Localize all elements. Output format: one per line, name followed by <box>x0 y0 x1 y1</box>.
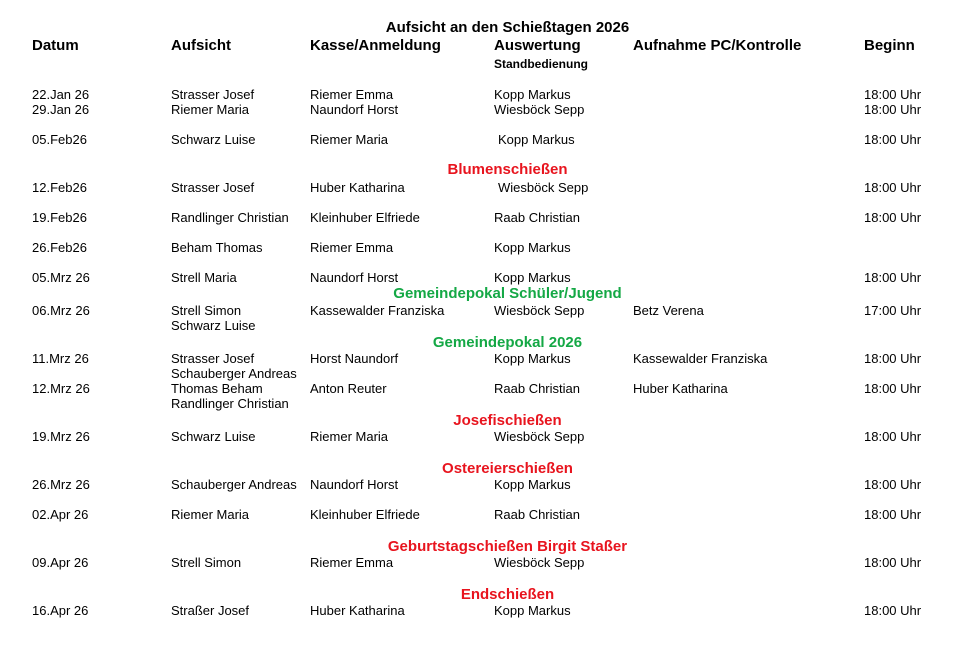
cell-datum: 12.Mrz 26 <box>32 381 90 396</box>
cell-beginn: 18:00 Uhr <box>864 555 922 570</box>
cell-aufsicht: Schauberger Andreas <box>171 477 297 492</box>
cell-datum: 22.Jan 26 <box>32 87 90 102</box>
cell-kasse: Huber Katharina <box>310 180 405 195</box>
cell-aufsicht: Strell Maria <box>171 270 237 285</box>
cell-beginn: 18:00 Uhr <box>864 429 922 444</box>
cell-beginn: 18:00 Uhr <box>864 210 922 225</box>
cell-datum: 11.Mrz 26 <box>32 351 89 366</box>
cell-aufsicht: Thomas Beham <box>171 381 263 396</box>
cell-beginn: 18:00 Uhr <box>864 132 922 147</box>
cell-auswertung: Wiesböck Sepp <box>494 102 585 117</box>
cell-auswertung: Kopp Markus <box>494 477 571 492</box>
cell-aufsicht: Randlinger Christian <box>171 210 289 225</box>
cell-datum: 06.Mrz 26 <box>32 303 90 318</box>
header-datum: Datum <box>32 37 79 54</box>
cell-auswertung: Kopp Markus <box>494 351 571 366</box>
cell-kasse: Riemer Maria <box>310 429 389 444</box>
cell-datum: 05.Feb26 <box>32 132 87 147</box>
header-kasse: Kasse/Anmeldung <box>310 37 441 54</box>
event-heading: Gemeindepokal 2026 <box>432 334 583 351</box>
cell-kasse: Kleinhuber Elfriede <box>310 507 420 522</box>
event-heading: Ostereierschießen <box>442 460 573 477</box>
cell-datum: 09.Apr 26 <box>32 555 89 570</box>
cell-auswertung: Raab Christian <box>494 210 580 225</box>
cell-beginn: 18:00 Uhr <box>864 351 922 366</box>
cell-auswertung: Kopp Markus <box>494 603 571 618</box>
cell-beginn: 18:00 Uhr <box>864 477 922 492</box>
cell-auswertung: Wiesböck Sepp <box>498 180 589 195</box>
cell-beginn: 18:00 Uhr <box>864 381 922 396</box>
event-heading: Gemeindepokal Schüler/Jugend <box>393 285 622 302</box>
cell-kasse: Naundorf Horst <box>310 270 399 285</box>
cell-beginn: 17:00 Uhr <box>864 303 922 318</box>
cell-kasse: Huber Katharina <box>310 603 405 618</box>
event-heading: Endschießen <box>460 586 555 603</box>
cell-auswertung: Wiesböck Sepp <box>494 555 585 570</box>
cell-aufsicht: Riemer Maria <box>171 507 250 522</box>
cell-kasse: Riemer Maria <box>310 132 389 147</box>
cell-aufsicht: Strell Simon <box>171 555 242 570</box>
cell-auswertung: Kopp Markus <box>494 87 571 102</box>
cell-auswertung: Kopp Markus <box>494 240 571 255</box>
cell-datum: 19.Feb26 <box>32 210 87 225</box>
event-heading: Josefischießen <box>453 412 562 429</box>
page-title: Aufsicht an den Schießtagen 2026 <box>385 19 630 36</box>
cell-aufnahme: Huber Katharina <box>633 381 728 396</box>
cell-aufsicht: Schwarz Luise <box>171 132 256 147</box>
cell-auswertung: Kopp Markus <box>498 132 575 147</box>
cell-beginn: 18:00 Uhr <box>864 87 922 102</box>
cell-auswertung: Wiesböck Sepp <box>494 303 585 318</box>
header-aufsicht: Aufsicht <box>171 37 231 54</box>
cell-datum: 26.Mrz 26 <box>32 477 90 492</box>
cell-aufsicht: Beham Thomas <box>171 240 263 255</box>
cell-beginn: 18:00 Uhr <box>864 102 922 117</box>
header-auswertung-sub: Standbedienung <box>494 57 588 71</box>
event-heading: Geburtstagschießen Birgit Staßer <box>387 538 628 555</box>
cell-aufnahme: Betz Verena <box>633 303 704 318</box>
cell-aufsicht-second: Randlinger Christian <box>171 396 289 411</box>
header-aufnahme: Aufnahme PC/Kontrolle <box>633 37 802 54</box>
cell-kasse: Riemer Emma <box>310 87 394 102</box>
cell-aufsicht-second: Schwarz Luise <box>171 318 256 333</box>
cell-datum: 05.Mrz 26 <box>32 270 90 285</box>
cell-kasse: Horst Naundorf <box>310 351 399 366</box>
cell-aufsicht: Riemer Maria <box>171 102 250 117</box>
cell-aufsicht: Strasser Josef <box>171 351 255 366</box>
cell-kasse: Kleinhuber Elfriede <box>310 210 420 225</box>
cell-kasse: Naundorf Horst <box>310 102 399 117</box>
cell-kasse: Anton Reuter <box>310 381 387 396</box>
cell-auswertung: Kopp Markus <box>494 270 571 285</box>
cell-aufsicht: Schwarz Luise <box>171 429 256 444</box>
cell-kasse: Naundorf Horst <box>310 477 399 492</box>
cell-kasse: Kassewalder Franziska <box>310 303 445 318</box>
event-heading: Blumenschießen <box>447 161 568 178</box>
cell-datum: 02.Apr 26 <box>32 507 89 522</box>
cell-kasse: Riemer Emma <box>310 240 394 255</box>
cell-datum: 12.Feb26 <box>32 180 87 195</box>
cell-datum: 29.Jan 26 <box>32 102 90 117</box>
cell-beginn: 18:00 Uhr <box>864 180 922 195</box>
cell-auswertung: Wiesböck Sepp <box>494 429 585 444</box>
cell-aufsicht-second: Schauberger Andreas <box>171 366 297 381</box>
cell-auswertung: Raab Christian <box>494 381 580 396</box>
header-beginn: Beginn <box>864 37 915 54</box>
header-auswertung: Auswertung <box>494 37 581 54</box>
cell-aufsicht: Strasser Josef <box>171 180 255 195</box>
cell-kasse: Riemer Emma <box>310 555 394 570</box>
cell-beginn: 18:00 Uhr <box>864 270 922 285</box>
cell-aufsicht: Straßer Josef <box>171 603 250 618</box>
cell-auswertung: Raab Christian <box>494 507 580 522</box>
cell-beginn: 18:00 Uhr <box>864 603 922 618</box>
cell-datum: 16.Apr 26 <box>32 603 89 618</box>
cell-aufnahme: Kassewalder Franziska <box>633 351 768 366</box>
cell-aufsicht: Strasser Josef <box>171 87 255 102</box>
cell-beginn: 18:00 Uhr <box>864 507 922 522</box>
cell-aufsicht: Strell Simon <box>171 303 242 318</box>
cell-datum: 19.Mrz 26 <box>32 429 90 444</box>
cell-datum: 26.Feb26 <box>32 240 87 255</box>
